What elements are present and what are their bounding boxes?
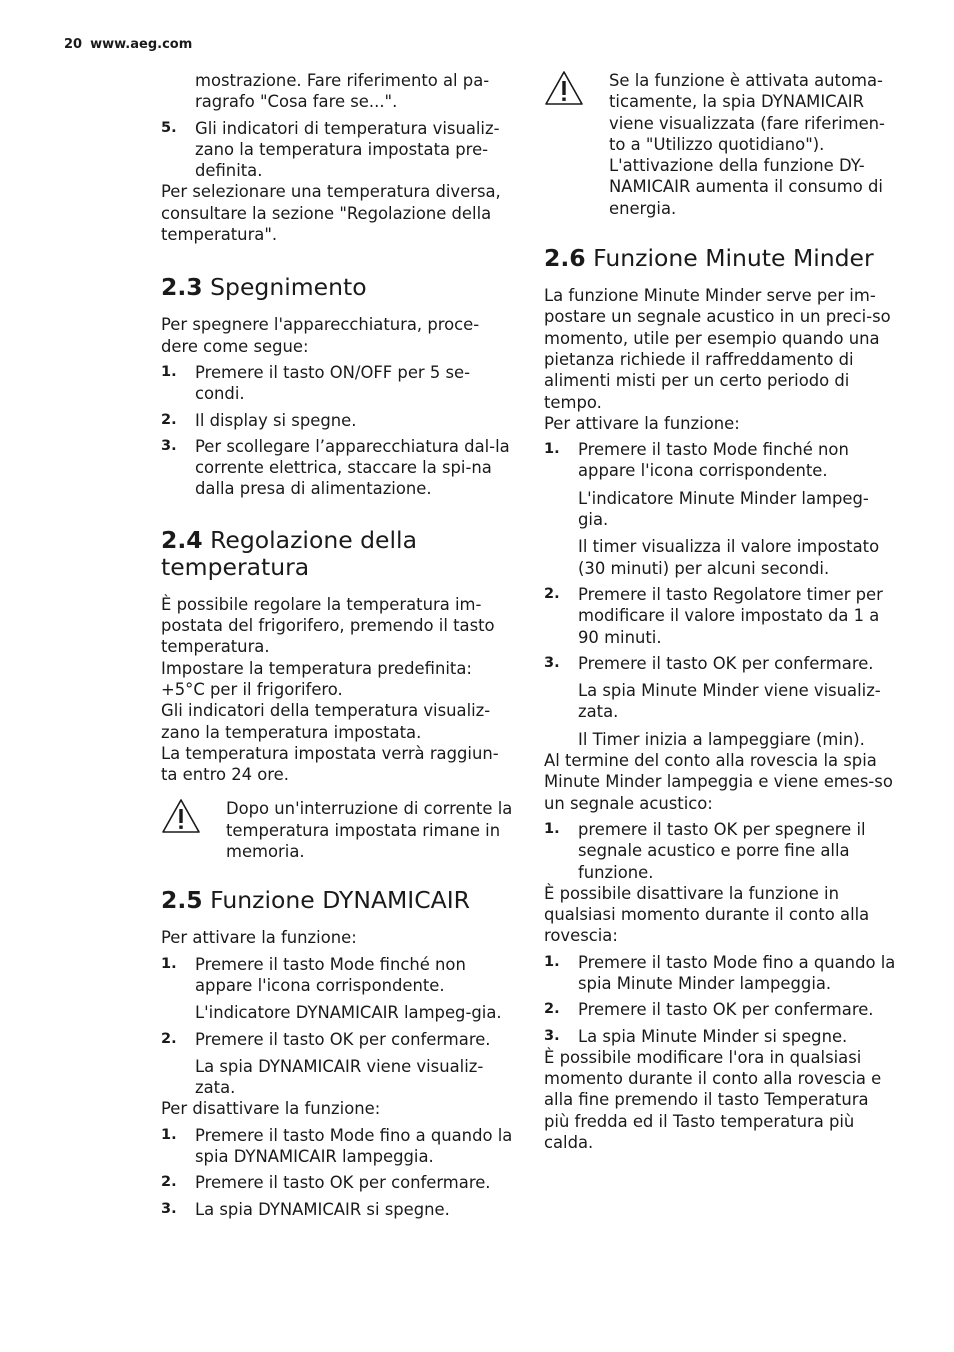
list-item: 1. Premere il tasto Mode finché non appare l'icona corrispondente. xyxy=(161,954,466,995)
list-number: 5. xyxy=(161,119,177,136)
paragraph: È possibile modificare l'ora in qualsiasi momento durante il conto alla rovescia e alla fine premendo il tasto Temperatura più fredda ed il Tasto temperatura più calda. xyxy=(544,1047,882,1153)
page-header xyxy=(64,37,192,52)
warning-note xyxy=(544,70,896,219)
list-item: 3. Premere il tasto OK per confermare. xyxy=(544,653,874,673)
warning-text: Se la funzione è attivata automa-ticamente, la spia DYNAMICAIR viene visualizzata (fare riferimen-to a "Utilizzo quotidiano"). L'attivazione della funzione DY-NAMICAIR aumenta il consumo di energia. xyxy=(609,71,885,218)
section-heading-2-4: 2.4 Regolazione della temperatura xyxy=(161,525,417,581)
list-text: Gli indicatori di temperatura visualiz-zano la temperatura impostata pre-definita. xyxy=(195,118,500,181)
list-subtext: La spia Minute Minder viene visualiz-zata. xyxy=(578,681,881,722)
list-item: 2. Il display si spegne. xyxy=(161,410,357,430)
list-item: 1. premere il tasto OK per spegnere il segnale acustico e porre fine alla funzione. xyxy=(544,819,866,882)
list-item: 2. Premere il tasto OK per confermare. xyxy=(161,1173,491,1193)
list-item: 3. Per scollegare l’apparecchiatura dal-la corrente elettrica, staccare la spi-na dalla presa di alimentazione. xyxy=(161,436,510,499)
section-heading-2-5: 2.5 Funzione DYNAMICAIR xyxy=(161,886,470,915)
paragraph: Per spegnere l'apparecchiatura, proce-dere come segue: xyxy=(161,315,480,356)
paragraph: Per attivare la funzione: xyxy=(161,928,357,948)
section-heading-2-6: 2.6 Funzione Minute Minder xyxy=(544,244,874,273)
left-column xyxy=(161,70,513,1220)
paragraph: È possibile regolare la temperatura im-postata del frigorifero, premendo il tasto temperatura. xyxy=(161,594,495,657)
list-item xyxy=(161,118,513,182)
warning-note xyxy=(161,798,513,862)
page-number: 20 xyxy=(64,37,83,52)
list-subtext: L'indicatore DYNAMICAIR lampeg-gia. xyxy=(195,1003,502,1023)
paragraph: La temperatura impostata verrà raggiun-ta entro 24 ore. xyxy=(161,743,499,785)
list-item: 1. Premere il tasto Mode finché non appare l'icona corrispondente. xyxy=(544,440,849,481)
paragraph: Impostare la temperatura predefinita: +5°C per il frigorifero. xyxy=(161,658,472,699)
list-subtext: Il timer visualizza il valore impostato (30 minuti) per alcuni secondi. xyxy=(578,537,880,578)
warning-icon xyxy=(161,798,201,834)
section-heading-2-3: 2.3 Spegnimento xyxy=(161,273,367,302)
paragraph: La funzione Minute Minder serve per im-postare un segnale acustico in un preci-so momento, utile per esempio quando una pietanza richiede il raffreddamento di alimenti misti per un certo periodo di tempo. xyxy=(544,286,891,412)
list-item: 2. Premere il tasto OK per confermare. xyxy=(544,1000,874,1020)
list-subtext: Il Timer inizia a lampeggiare (min). xyxy=(578,729,865,749)
list-item: 2. Premere il tasto Regolatore timer per modificare il valore impostato da 1 a 90 minuti. xyxy=(544,584,883,647)
paragraph: Per attivare la funzione: xyxy=(544,413,740,433)
warning-icon xyxy=(544,70,584,106)
list-item: 3. La spia DYNAMICAIR si spegne. xyxy=(161,1199,450,1219)
list-subtext: La spia DYNAMICAIR viene visualiz-zata. xyxy=(195,1056,484,1098)
list-item: 1. Premere il tasto Mode fino a quando la spia Minute Minder lampeggia. xyxy=(544,952,896,993)
continued-text: mostrazione. Fare riferimento al pa-ragrafo "Cosa fare se...". xyxy=(195,71,490,112)
site-url: www.aeg.com xyxy=(90,37,193,52)
list-item: 1. Premere il tasto Mode fino a quando la spia DYNAMICAIR lampeggia. xyxy=(161,1125,513,1166)
warning-text: Dopo un'interruzione di corrente la temperatura impostata rimane in memoria. xyxy=(226,799,513,862)
list-subtext: L'indicatore Minute Minder lampeg-gia. xyxy=(578,488,869,530)
paragraph: Per disattivare la funzione: xyxy=(161,1099,381,1119)
paragraph: Per selezionare una temperatura diversa, consultare la sezione "Regolazione della temperatura". xyxy=(161,182,501,245)
right-column xyxy=(544,70,896,1153)
list-item: 3. La spia Minute Minder si spegne. xyxy=(544,1026,848,1046)
list-item: 2. Premere il tasto OK per confermare. xyxy=(161,1029,491,1049)
paragraph: Al termine del conto alla rovescia la spia Minute Minder lampeggia e viene emes-so un segnale acustico: xyxy=(544,751,893,813)
paragraph: Gli indicatori della temperatura visualiz-zano la temperatura impostata. xyxy=(161,701,491,742)
paragraph: È possibile disattivare la funzione in qualsiasi momento durante il conto alla rovescia: xyxy=(544,883,870,946)
list-item: 1. Premere il tasto ON/OFF per 5 se-condi. xyxy=(161,362,471,404)
